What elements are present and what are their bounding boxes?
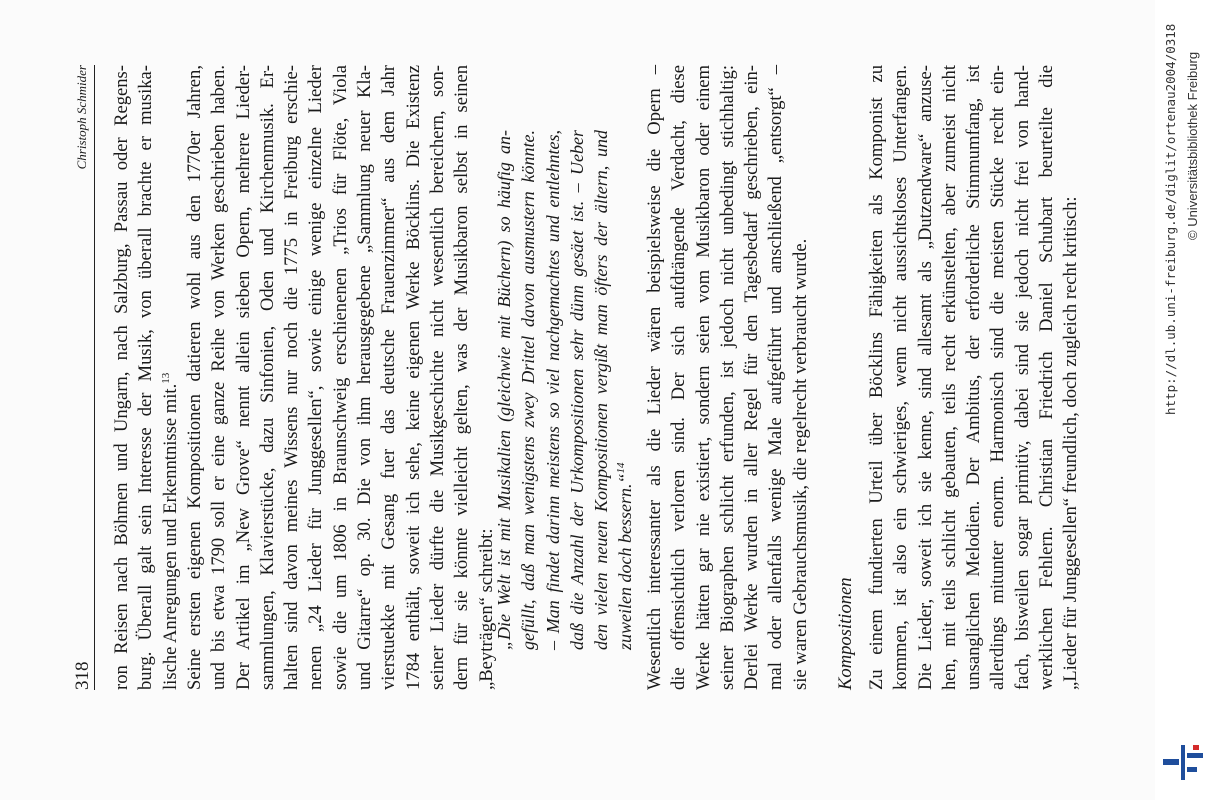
quote-line: gefüllt, daß man wenigstens zwey Drittel davon ausmustern könnte. [518,130,539,650]
text-line: allerdings mitunter enorm. Harmonisch sind die meisten Stücke recht ein- [987,65,1009,690]
text-line: vierstuekke mit Gesang fuer das deutsche Frauenzimmer“ aus dem Jahr [378,65,400,690]
text-line: und bis etwa 1790 soll er eine ganze Reihe von Werken geschrieben haben. [208,65,230,690]
text-line: sowie die um 1806 in Braunschweig erschienenen „Trios für Flöte, Viola [329,65,351,690]
text-line: ron Reisen nach Böhmen und Ungarn, nach Salzburg, Passau oder Regens- [111,65,132,690]
logo-bar-right-upper [1187,753,1203,758]
quote-line [613,130,637,650]
text-line: Seine ersten eigenen Kompositionen datieren wohl aus den 1770er Jahren, [184,65,205,690]
section-heading: Kompositionen [835,577,856,690]
source-url-link[interactable]: http://dl.ub.uni-freiburg.de/diglit/ortenau2004/0318 [1163,23,1178,415]
text-line: die offensichtlich verloren sind. Der sich aufdrängende Verdacht, diese [668,65,690,690]
page-number: 318 [72,661,93,690]
paragraph-assessment [865,65,1084,690]
text-line: mal oder allenfalls wenige Male aufgeführt und anschließend „entsorgt“ – [765,65,787,690]
library-sidebar [1155,0,1212,800]
logo-bar-left [1163,759,1179,765]
paragraph-operas [643,65,813,690]
block-quote [492,130,638,650]
text-line: Die Lieder, soweit ich sie kenne, sind allesamt als „Dutzendware“ anzuse- [914,65,936,690]
quote-line: – Man findet darinn meistens so viel nachgemachtes und entlehntes, [542,130,563,650]
text-line: Wesentlich interessanter als die Lieder wären beispielsweise die Opern – [644,65,665,690]
text-line: sie waren Gebrauchsmusik, die regelrecht verbraucht wurde. [789,238,811,690]
text-line: seiner Lieder dürfte die Musikgeschichte nicht wesentlich bereichern, son- [426,65,448,690]
logo-bar-vertical [1181,745,1185,780]
footnote-marker: 13 [159,372,172,384]
text-line: Werke hätten gar nie existiert, sondern seien vom Musikbaron oder einem [692,65,714,690]
text-line: Der Artikel im „New Grove“ nennt allein sieben Opern, mehrere Lieder- [232,65,254,690]
running-header [70,65,95,690]
text-line: „Beyträgen“ schreibt: [475,528,497,690]
text-line: halten sind davon meines Wissens nur noch die 1775 in Freiburg erschie- [281,65,303,690]
text-line: Derlei Werke wurden in aller Regel für den Tagesbedarf geschrieben, ein- [741,65,763,690]
text-line: unsanglichen Melodien. Der Ambitus, der erforderliche Stimmumfang, ist [963,65,985,690]
text-line: burg. Überall galt sein Interesse der Musik, von überall brachte er musika- [135,65,157,690]
running-header-author: Christoph Schmider [74,65,89,170]
quote-line: „Die Welt ist mit Musikalien (gleichwie mit Büchern) so häufig an- [494,130,514,650]
logo-bar-right-lower [1187,767,1197,772]
text-line: und Gitarre“ op. 30. Die von ihm herausgegebene „Sammlung neuer Kla- [354,65,376,690]
quote-line: daß die Anzahl der Urkompositionen sehr dünn gesäet ist. – Ueber [566,130,587,650]
text-line-content: lische Anregungen und Erkenntnisse mit. [159,383,181,690]
paragraph-travels [110,65,183,690]
text-line: kommen, ist also ein schwieriges, wenn nicht aussichtsloses Unterfangen. [890,65,912,690]
copyright-notice: © Universitätsbibliothek Freiburg [1185,51,1200,240]
text-line: fach, bisweilen sogar primitiv, dabei sind sie jedoch nicht frei von hand- [1011,65,1033,690]
text-line: nenen „24 Lieder für Junggesellen“, sowie einige wenige einzelne Lieder [305,65,327,690]
text-line: werklichen Fehlern. Christian Friedrich Daniel Schubart beurteilte die [1036,65,1058,690]
text-line: „Lieder für Junggesellen“ freundlich, doch zugleich recht kritisch: [1060,196,1082,690]
library-logo-icon [1163,745,1203,780]
text-line: dern für sie könnte vielleicht gelten, was der Musikbaron selbst in seinen [451,65,473,690]
quote-line: den vielen neuen Kompositionen vergißt man öfters der ältern, und [591,130,612,650]
text-line: sammlungen, Klavierstücke, dazu Sinfonien, Oden und Kirchenmusik. Er- [256,65,278,690]
text-line: Zu einem fundierten Urteil über Böcklins Fähigkeiten als Komponist zu [866,65,887,690]
text-line: hen, mit teils schlicht gebauten, teils recht erkünstelten, aber zumeist nicht [938,65,960,690]
text-line: seiner Biographen schlicht erfunden, ist jedoch nicht unbedingt stichhaltig: [716,65,738,690]
text-line: 1784 enthält, soweit ich sehe, keine eigenen Werke Böcklins. Die Existenz [402,65,424,690]
sidebar-rotated [1155,0,1212,800]
paragraph-compositions-overview [183,65,499,690]
logo-red-square [1193,745,1199,750]
quote-line-content: zuweilen doch bessern.“ [615,473,636,650]
footnote-marker: 14 [615,462,628,474]
text-line [159,65,183,690]
